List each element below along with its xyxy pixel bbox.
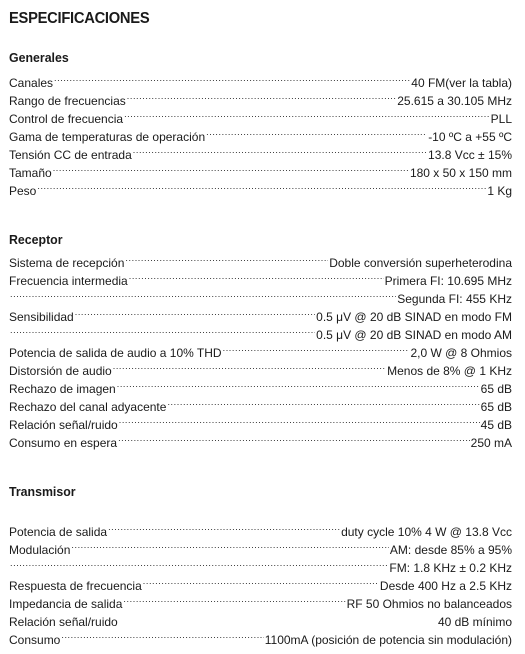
page-title: ESPECIFICACIONES [9, 10, 150, 27]
spec-row [9, 591, 512, 611]
spec-label: Rechazo del canal adyacente [9, 400, 167, 414]
dot-leader [117, 376, 480, 393]
spec-value: AM: desde 85% a 95% [389, 543, 512, 557]
section-heading-generales: Generales [9, 50, 69, 65]
spec-value: 0.5 μV @ 20 dB SINAD en modo AM [316, 328, 512, 342]
spec-value: 40 FM(ver la tabla) [411, 76, 512, 90]
spec-row [9, 250, 512, 270]
spec-label: Canales [9, 76, 54, 90]
dot-leader [54, 70, 410, 87]
dot-leader [123, 591, 345, 608]
spec-value: Doble conversión superheterodina [329, 256, 512, 270]
spec-row [9, 304, 512, 324]
spec-label: Consumo [9, 633, 61, 647]
spec-value: 45 dB [480, 418, 512, 432]
spec-row [9, 124, 512, 144]
dot-leader [167, 394, 479, 411]
spec-value: 1100mA (posición de potencia sin modulación) [264, 633, 512, 647]
section-heading-transmisor: Transmisor [9, 484, 76, 499]
spec-row [9, 519, 512, 539]
spec-label: Frecuencia intermedia [9, 274, 128, 288]
spec-value: Primera FI: 10.695 MHz [384, 274, 512, 288]
spec-value: 2,0 W @ 8 Ohmios [410, 346, 512, 360]
spec-label: Distorsión de audio [9, 364, 112, 378]
dot-leader [61, 627, 263, 644]
spec-row [9, 376, 512, 396]
spec-value: -10 ºC a +55 ºC [428, 130, 512, 144]
spec-row [9, 340, 512, 360]
spec-label: Modulación [9, 543, 71, 557]
dot-leader [113, 358, 386, 375]
dot-leader [133, 142, 427, 159]
spec-label: Tensión CC de entrada [9, 148, 132, 162]
spec-row [9, 178, 512, 198]
spec-value: duty cycle 10% 4 W @ 13.8 Vcc [341, 525, 512, 539]
spec-row [9, 609, 512, 629]
spec-value: 65 dB [480, 400, 512, 414]
dot-leader [119, 412, 480, 429]
spec-row [9, 286, 512, 306]
spec-row [9, 573, 512, 593]
spec-label: Relación señal/ruido [9, 418, 118, 432]
spec-row [9, 537, 512, 557]
dot-leader [75, 304, 315, 321]
dot-leader [206, 124, 427, 141]
spec-label: Gama de temperaturas de operación [9, 130, 206, 144]
spec-value: 1 Kg [487, 184, 512, 198]
spec-value: Menos de 8% @ 1 KHz [387, 364, 512, 378]
spec-row [9, 555, 512, 575]
dot-leader [124, 106, 490, 123]
spec-label: Sensibilidad [9, 310, 74, 324]
spec-row [9, 88, 512, 108]
spec-label: Respuesta de frecuencia [9, 579, 142, 593]
dot-leader [53, 160, 409, 177]
spec-row [9, 70, 512, 90]
spec-value: PLL [490, 112, 512, 126]
spec-value: Segunda FI: 455 KHz [397, 292, 512, 306]
spec-label: Rango de frecuencias [9, 94, 126, 108]
spec-row [9, 160, 512, 180]
spec-label: Relación señal/ruido [9, 615, 118, 629]
spec-row [9, 412, 512, 432]
dot-leader [143, 573, 379, 590]
spec-row [9, 142, 512, 162]
spec-row [9, 627, 512, 647]
spec-value: 25.615 a 30.105 MHz [397, 94, 512, 108]
dot-leader [127, 88, 397, 105]
spec-value: 65 dB [480, 382, 512, 396]
spec-value: 180 x 50 x 150 mm [409, 166, 512, 180]
dot-leader [108, 519, 340, 536]
spec-label: Consumo en espera [9, 436, 118, 450]
spec-row [9, 358, 512, 378]
dot-leader [10, 555, 388, 572]
spec-row [9, 394, 512, 414]
spec-row [9, 430, 512, 450]
spec-value: 13.8 Vcc ± 15% [428, 148, 512, 162]
spec-label: Impedancia de salida [9, 597, 123, 611]
dot-leader [71, 537, 389, 554]
spec-value: Desde 400 Hz a 2.5 KHz [379, 579, 512, 593]
spec-label: Sistema de recepción [9, 256, 125, 270]
dot-leader [129, 268, 384, 285]
spec-label: Peso [9, 184, 37, 198]
dot-leader [125, 250, 328, 267]
spec-label: Potencia de salida [9, 525, 108, 539]
dot-leader [10, 286, 396, 303]
dot-leader [223, 340, 410, 357]
spec-row [9, 322, 512, 342]
spec-row [9, 268, 512, 288]
section-heading-receptor: Receptor [9, 232, 63, 247]
spec-value: 0.5 μV @ 20 dB SINAD en modo FM [316, 310, 512, 324]
spec-value: RF 50 Ohmios no balanceados [346, 597, 512, 611]
spec-label: Tamaño [9, 166, 52, 180]
dot-leader [118, 430, 470, 447]
spec-label: Control de frecuencia [9, 112, 124, 126]
spec-label: Potencia de salida de audio a 10% THD [9, 346, 222, 360]
spec-value: 40 dB mínimo [437, 615, 512, 629]
spec-value: FM: 1.8 KHz ± 0.2 KHz [389, 561, 512, 575]
dot-leader [10, 322, 315, 339]
spec-row [9, 106, 512, 126]
spec-label: Rechazo de imagen [9, 382, 116, 396]
spec-value: 250 mA [470, 436, 512, 450]
dot-leader [37, 178, 486, 195]
